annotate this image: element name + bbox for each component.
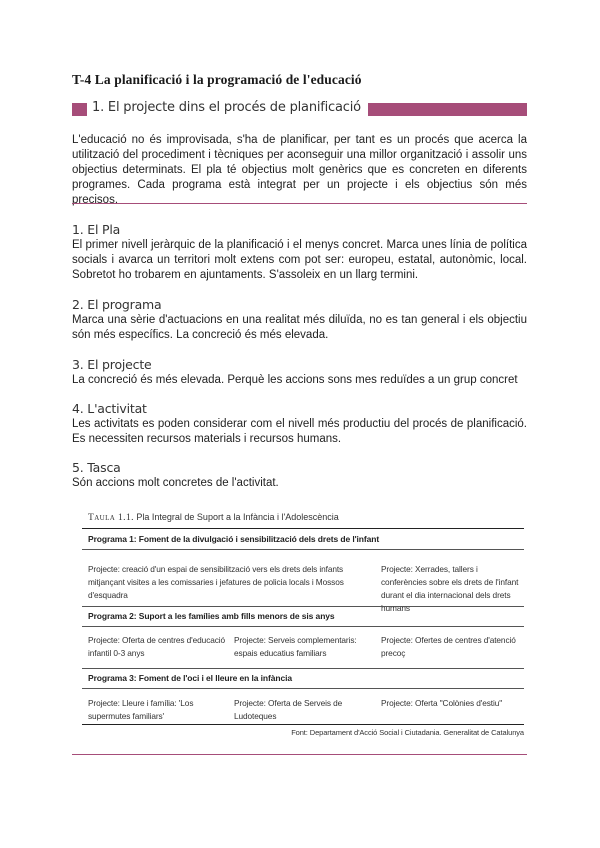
- program-1-project-2: Projecte: Xerrades, tallers i conferències sobre els drets de l'infant durant el dia internacional dels drets humans: [381, 564, 519, 613]
- table-rule: [82, 688, 524, 689]
- section-text-programa: Marca una sèrie d'actuacions en una realitat més diluïda, no es tan general i els objectiu són més específics. La concreció és més elevada.: [72, 314, 527, 341]
- intro-paragraph: L'educació no és improvisada, s'ha de planificar, per tant es un procés que acerca la utilització del procediment i tècniques per aconseguir una millor organització i assolir uns objectius determinats. El pla té objectius molt genèrics que es concreten en diferents programes. Cada programa està integrat per un projecte i els objectius són més precisos.: [72, 134, 527, 206]
- section-text-tasca: Són accions molt concretes de l'activitat.: [72, 477, 279, 489]
- program-3-project-1: Projecte: Lleure i família: 'Los supermutes familiars': [88, 698, 194, 721]
- table-caption: [88, 512, 339, 523]
- program-2-project-2: Projecte: Serveis complementaris: espais educatius familiars: [234, 635, 357, 658]
- table-rule-top: [82, 528, 524, 529]
- table-rule: [82, 549, 524, 550]
- table-caption-label: Taula 1.1.: [88, 513, 134, 523]
- section-heading-tasca: 5. Tasca: [72, 460, 121, 475]
- table-caption-text: Pla Integral de Suport a la Infància i l'Adolescència: [136, 512, 339, 522]
- banner-title: 1. El projecte dins el procés de planificació: [92, 100, 361, 115]
- program-3-title: Programa 3: Foment de l'oci i el lleure en la infància: [88, 673, 292, 683]
- section-text-pla: El primer nivell jeràrquic de la planificació i el menys concret. Marca unes línia de política socials i avarca un territori molt extens com pot ser: europeu, estatal, autonòmic, local. Sobretot ho trobarem en ajuntaments. S'assoleix en un llarg termini.: [72, 239, 527, 281]
- table-source: Font: Departament d'Acció Social i Ciutadania. Generalitat de Catalunya: [291, 728, 524, 737]
- banner-bar-left: [72, 103, 87, 116]
- program-3-project-2: Projecte: Oferta de Serveis de Ludoteques: [234, 698, 343, 721]
- section-text-projecte: La concreció és més elevada. Perquè les accions sons mes reduïdes a un grup concret: [72, 374, 518, 386]
- table-rule: [82, 668, 524, 669]
- program-2-project-3: Projecte: Ofertes de centres d'atenció precoç: [381, 635, 516, 658]
- program-2-project-1: Projecte: Oferta de centres d'educació infantil 0-3 anys: [88, 635, 226, 658]
- program-1-title: Programa 1: Foment de la divulgació i sensibilització dels drets de l'infant: [88, 534, 380, 544]
- table-rule: [82, 606, 524, 607]
- banner-bar-right: [368, 103, 527, 116]
- divider-top: [72, 203, 527, 204]
- table-rule: [82, 626, 524, 627]
- section-heading-pla: 1. El Pla: [72, 222, 121, 237]
- program-3-project-3: Projecte: Oferta "Colònies d'estiu": [381, 698, 503, 708]
- program-2-title: Programa 2: Suport a les famílies amb fills menors de sis anys: [88, 611, 335, 621]
- table-rule-bottom: [82, 724, 524, 725]
- divider-bottom: [72, 754, 527, 755]
- section-heading-programa: 2. El programa: [72, 297, 162, 312]
- section-heading-projecte: 3. El projecte: [72, 357, 152, 372]
- section-text-activitat: Les activitats es poden considerar com el nivell més productiu del procés de planificació. Es necessiten recursos materials i recursos humans.: [72, 418, 527, 445]
- program-1-project-1: Projecte: creació d'un espai de sensibilització vers els drets dels infants mitjançant visites a les comissaries i jefatures de policia locals i Mossos d'esquadra: [88, 564, 344, 600]
- section-banner: [72, 100, 527, 120]
- document-title: T-4 La planificació i la programació de l'educació: [72, 72, 362, 87]
- section-heading-activitat: 4. L'activitat: [72, 401, 147, 416]
